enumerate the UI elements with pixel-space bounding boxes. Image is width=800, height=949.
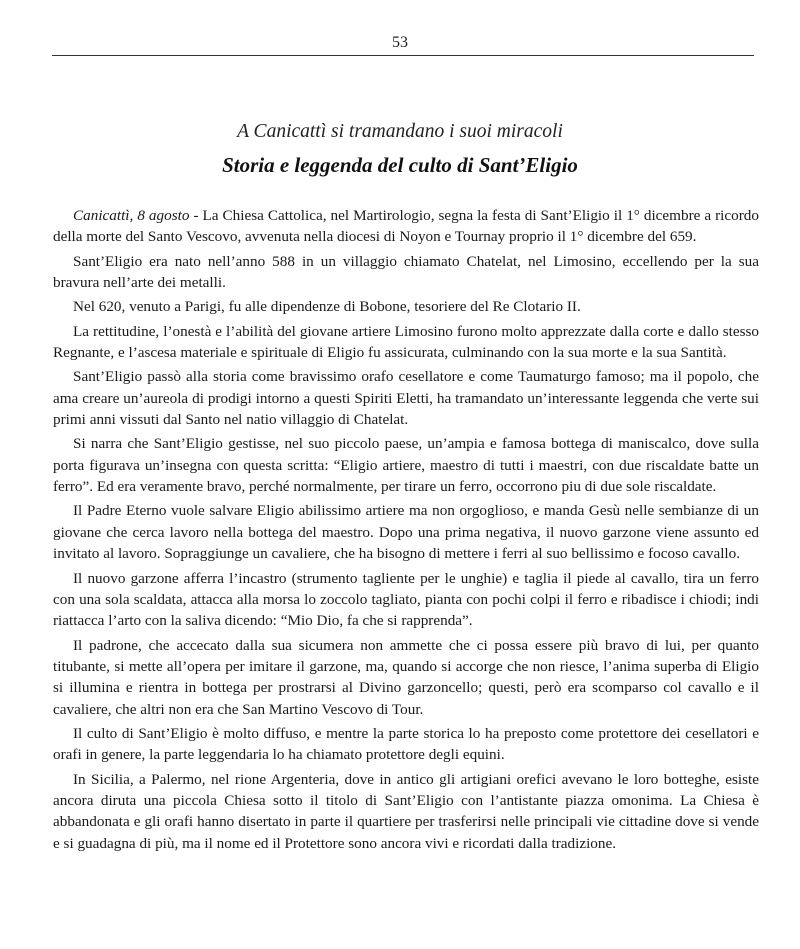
paragraph-5: Sant’Eligio passò alla storia come bravissimo orafo cesellatore e come Taumaturgo famoso; ma il popolo, che ama creare un’aureola di prodigi intorno a questi Spiriti Eletti, ha tramandato un’interessante leggenda che verte sui primi anni vissuti dal Santo nel natio villaggio di Chatelat. xyxy=(53,368,759,429)
paragraph-6: Si narra che Sant’Eligio gestisse, nel suo piccolo paese, un’ampia e famosa bottega di maniscalco, dove sulla porta figurava un’insegna con questa scritta: “Eligio artiere, maestro di tutti i maestri, con due riscaldate batte un ferro”. Ed era veramente bravo, perché normalmente, per tirare un ferro, occorrono piu di due sole riscaldate. xyxy=(53,435,759,496)
page-number: 53 xyxy=(392,34,408,51)
paragraph-2: Sant’Eligio era nato nell’anno 588 in un villaggio chiamato Chatelat, nel Limosino, eccellendo per la sua bravura nell’arte dei metalli. xyxy=(53,252,759,292)
paragraph-9: Il padrone, che accecato dalla sua sicumera non ammette che ci possa essere più bravo di lui, per quanto titubante, si mette all’opera per imitare il garzone, ma, quando si accorge che non riesce, l’anima superba di Eligio si illumina e rientra in bottega per prostrarsi al Divino garzoncello; questi, però era scomparso col cavallo e il cavaliere, che altri non era che San Martino Vescovo di Tour. xyxy=(53,636,759,718)
article-body xyxy=(53,205,759,857)
article-kicker: A Canicattì si tramandano i suoi miracoli xyxy=(237,121,563,142)
paragraph-1 xyxy=(53,205,759,248)
paragraph-1-text: - La Chiesa Cattolica, nel Martirologio, segna la festa di Sant’Eligio il 1° dicembre a ricordo della morte del Santo Vescovo, avvenuta nella diocesi di Noyon e Tournay proprio il 1° dicembre del 659. xyxy=(53,207,759,246)
paragraph-10: Il culto di Sant’Eligio è molto diffuso, e mentre la parte storica lo ha preposto come protettore dei cesellatori e orafi in genere, la parte leggendaria lo ha chiamato protettore degli equini. xyxy=(53,724,759,764)
paragraph-11: In Sicilia, a Palermo, nel rione Argenteria, dove in antico gli artigiani orefici avevano le loro botteghe, esiste ancora diruta una piccola Chiesa sotto il titolo di Sant’Eligio con l’antistante piazza omonima. La Chiesa è abbandonata e gli orafi hanno disertato in parte il quartiere per trasferirsi nelle principali vie cittadine dove si vende e si guadagna di più, ma il nome ed il Protettore sono ancora vivi e ricordati dalla tradizione. xyxy=(53,770,759,852)
paragraph-7: Il Padre Eterno vuole salvare Eligio abilissimo artiere ma non orgoglioso, e manda Gesù nelle sembianze di un giovane che cerca lavoro nella bottega del maestro. Dopo una prima negativa, il nuovo garzone viene assunto ed invitato al lavoro. Sopraggiunge un cavaliere, che ha bisogno di mettere i ferri al suo bellissimo e focoso cavallo. xyxy=(53,502,759,563)
dateline: Canicattì, 8 agosto xyxy=(73,207,190,224)
article-headline: Storia e leggenda del culto di Sant’Eligio xyxy=(222,153,578,177)
paragraph-3: Nel 620, venuto a Parigi, fu alle dipendenze di Bobone, tesoriere del Re Clotario II. xyxy=(73,298,581,316)
header-rule xyxy=(52,55,754,56)
paragraph-8: Il nuovo garzone afferra l’incastro (strumento tagliente per le unghie) e taglia il piede al cavallo, tira un ferro con una sola scaldata, attacca alla morsa lo zoccolo tagliato, pianta con pochi colpi il ferro e ribadisce i chiodi; indi riattacca l’arto con la saliva dicendo: “Mio Dio, fa che si rapprenda”. xyxy=(53,569,759,630)
paragraph-4: La rettitudine, l’onestà e l’abilità del giovane artiere Limosino furono molto apprezzate dalla corte e dallo stesso Regnante, e l’ascesa materiale e spirituale di Eligio fu assicurata, culminando con la sua morte e la sua Santità. xyxy=(53,322,759,362)
